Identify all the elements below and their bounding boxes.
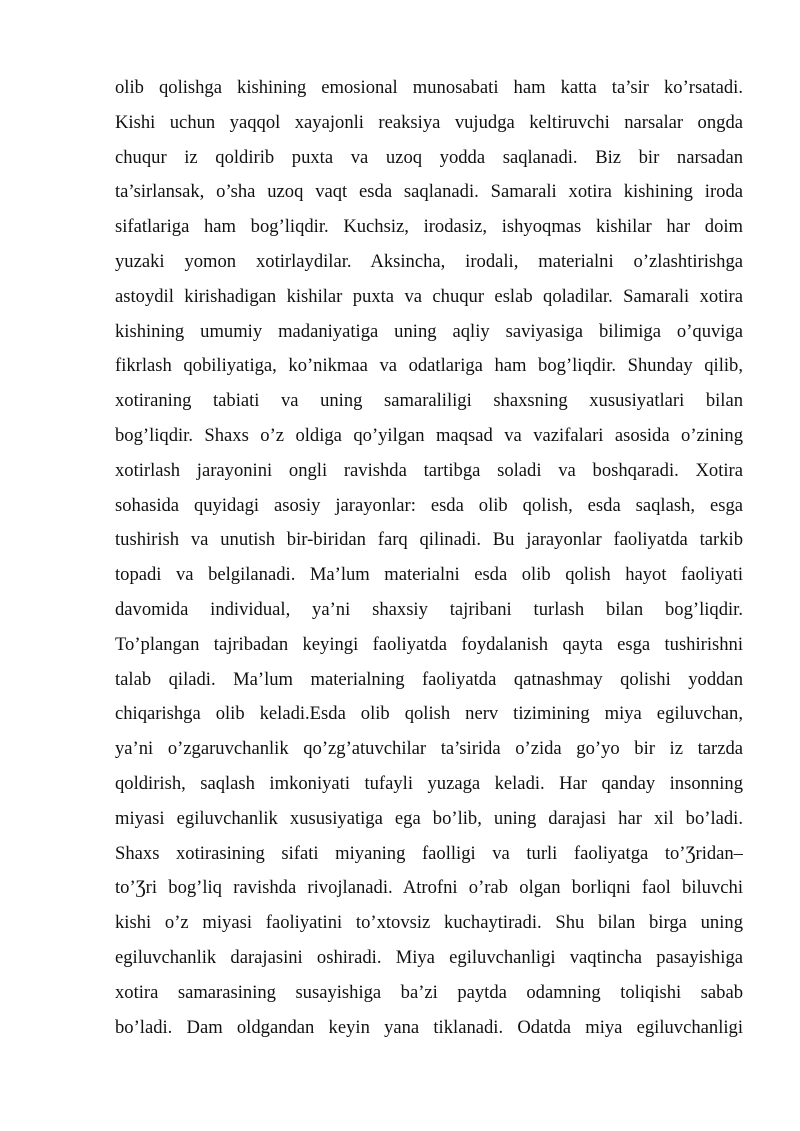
text-line: bog’liqdir. Shaxs o’z oldiga qo’yilgan maqsad va vazifalari asosida o’zining [115, 424, 743, 446]
text-line: to’Ʒri bog’liq ravishda rivojlanadi. Atrofni o’rab olgan borliqni faol biluvchi [115, 877, 743, 899]
text-line: Shaxs xotirasining sifati miyaning faolligi va turli faoliyatga to’Ʒridan– [115, 842, 743, 864]
text-line: fikrlash qobiliyatiga, ko’nikmaa va odatlariga ham bog’liqdir. Shunday qilib, [115, 355, 743, 377]
text-line: topadi va belgilanadi. Ma’lum materialni esda olib qolish hayot faoliyati [115, 564, 743, 586]
text-line: yuzaki yomon xotirlaydilar. Aksincha, irodali, materialni o’zlashtirishga [115, 250, 743, 272]
text-line: chiqarishga olib keladi.Esda olib qolish nerv tizimining miya egiluvchan, [115, 703, 743, 725]
text-line: tushirish va unutish bir-biridan farq qilinadi. Bu jarayonlar faoliyatda tarkib [115, 529, 743, 551]
text-line: ya’ni o’zgaruvchanlik qo’zg’atuvchilar ta’sirida o’zida go’yo bir iz tarzda [115, 738, 743, 760]
text-line: olib qolishga kishining emosional munosabati ham katta ta’sir ko’rsatadi. [115, 77, 743, 98]
text-line: talab qiladi. Ma’lum materialning faoliyatda qatnashmay qolishi yoddan [115, 668, 743, 690]
text-line: davomida individual, ya’ni shaxsiy tajribani turlash bilan bog’liqdir. [115, 598, 743, 620]
document-page [115, 71, 743, 1045]
text-line: kishining umumiy madaniyatiga uning aqliy saviyasiga bilimiga o’quviga [115, 320, 743, 342]
text-line: astoydil kirishadigan kishilar puxta va chuqur eslab qoladilar. Samarali xotira [115, 285, 743, 307]
text-line: To’plangan tajribadan keyingi faoliyatda foydalanish qayta esga tushirishni [115, 633, 743, 655]
text-line: sifatlariga ham bog’liqdir. Kuchsiz, irodasiz, ishyoqmas kishilar har doim [115, 216, 743, 238]
text-line: egiluvchanlik darajasini oshiradi. Miya egiluvchanligi vaqtincha pasayishiga [115, 946, 743, 968]
body-paragraph [115, 71, 743, 1045]
text-line: bo’ladi. Dam oldgandan keyin yana tiklanadi. Odatda miya egiluvchanligi [115, 1016, 743, 1038]
text-line: miyasi egiluvchanlik xususiyatiga ega bo’lib, uning darajasi har xil bo’ladi. [115, 807, 743, 829]
text-line: ta’sirlansak, o’sha uzoq vaqt esda saqlanadi. Samarali xotira kishining iroda [115, 181, 743, 203]
text-line: sohasida quyidagi asosiy jarayonlar: esda olib qolish, esda saqlash, esga [115, 494, 743, 516]
text-line: xotiraning tabiati va uning samaraliligi shaxsning xususiyatlari bilan [115, 390, 743, 412]
text-line: chuqur iz qoldirib puxta va uzoq yodda saqlanadi. Biz bir narsadan [115, 146, 743, 168]
text-line: kishi o’z miyasi faoliyatini to’xtovsiz kuchaytiradi. Shu bilan birga uning [115, 912, 743, 934]
text-line: xotira samarasining susayishiga ba’zi paytda odamning toliqishi sabab [115, 981, 743, 1003]
text-line: Kishi uchun yaqqol xayajonli reaksiya vujudga keltiruvchi narsalar ongda [115, 111, 743, 133]
text-line: qoldirish, saqlash imkoniyati tufayli yuzaga keladi. Har qanday insonning [115, 772, 743, 794]
text-line: xotirlash jarayonini ongli ravishda tartibga soladi va boshqaradi. Xotira [115, 459, 743, 481]
